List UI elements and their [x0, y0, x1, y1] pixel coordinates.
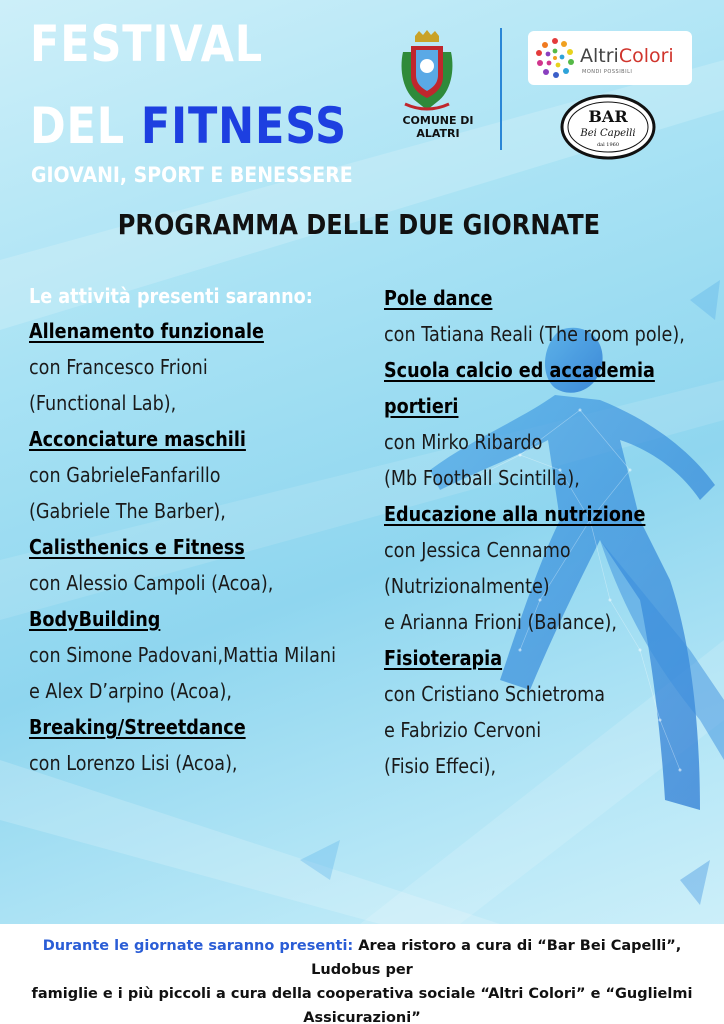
- activity-title: Scuola calcio ed accademia: [384, 358, 655, 382]
- title-line1: FESTIVAL: [30, 15, 263, 73]
- footer-text: [20, 934, 704, 1024]
- activity-item: [384, 280, 724, 352]
- activity-title: BodyBuilding: [29, 607, 161, 631]
- activity-detail: con Francesco Frioni: [29, 355, 208, 379]
- footer-text-2: famiglie e i più piccoli a cura della cooperativa sociale “Altri Colori” e “Guglielmi Assicurazioni”: [31, 986, 693, 1024]
- activity-title: Acconciature maschili: [29, 427, 246, 451]
- activity-detail: con GabrieleFanfarillo: [29, 463, 221, 487]
- title-accent: FITNESS: [140, 97, 347, 155]
- bar-sub: Bei Capelli: [580, 128, 636, 139]
- altri-colori-logo: [528, 31, 692, 85]
- comune-crest-icon: [397, 30, 457, 112]
- activity-title: Calisthenics e Fitness: [29, 535, 245, 559]
- comune-label: COMUNE DI ALATRI: [402, 114, 474, 140]
- altri-part1: Altri: [580, 45, 619, 67]
- activity-title: Fisioterapia: [384, 646, 503, 670]
- title-prefix: DEL: [30, 97, 141, 155]
- altri-colori-logo-icon: [532, 35, 578, 81]
- activity-item: [29, 709, 389, 781]
- title-line2: [30, 97, 347, 155]
- activity-detail: con Jessica Cennamo: [384, 538, 571, 562]
- activity-detail: (Fisio Effeci),: [384, 754, 497, 778]
- activity-item: [29, 421, 389, 529]
- activity-detail: e Fabrizio Cervoni: [384, 718, 542, 742]
- activity-detail: con Simone Padovani,Mattia Milani: [29, 643, 336, 667]
- activity-item: [29, 529, 389, 601]
- logo-divider: [500, 28, 502, 150]
- activity-title-cont: portieri: [384, 394, 459, 418]
- altri-colori-tagline: MONDI POSSIBILI: [582, 69, 633, 75]
- activity-detail: con Cristiano Schietroma: [384, 682, 606, 706]
- activity-title: Educazione alla nutrizione: [384, 502, 646, 526]
- activity-detail: (Gabriele The Barber),: [29, 499, 226, 523]
- activity-item: [29, 313, 389, 421]
- altri-colori-name: [580, 45, 674, 67]
- activity-detail: e Arianna Frioni (Balance),: [384, 610, 617, 634]
- logo-area: [382, 28, 712, 168]
- activity-detail: (Mb Football Scintilla),: [384, 466, 580, 490]
- activity-detail: con Lorenzo Lisi (Acoa),: [29, 751, 238, 775]
- altri-part2: Colori: [618, 45, 674, 67]
- activity-item: [29, 601, 389, 709]
- activity-detail: con Tatiana Reali (The room pole),: [384, 322, 685, 346]
- activities-intro: Le attività presenti saranno:: [29, 284, 313, 308]
- footer-highlight: Durante le giornate saranno presenti:: [42, 938, 354, 954]
- bar-since: dal 1960: [596, 142, 620, 148]
- activity-item: [384, 352, 724, 496]
- bar-name: BAR: [588, 107, 628, 126]
- footer-band: [0, 924, 724, 1024]
- footer-text-1: Area ristoro a cura di “Bar Bei Capelli”, Ludobus per: [311, 938, 682, 978]
- activity-item: [384, 640, 724, 784]
- activity-detail: con Alessio Campoli (Acoa),: [29, 571, 274, 595]
- right-column: [384, 280, 724, 784]
- activity-detail: (Functional Lab),: [29, 391, 177, 415]
- subtitle: GIOVANI, SPORT E BENESSERE: [31, 163, 353, 187]
- activity-item: [384, 496, 724, 640]
- program-heading: PROGRAMMA DELLE DUE GIORNATE: [117, 208, 601, 241]
- left-column: [29, 280, 389, 781]
- activity-detail: con Mirko Ribardo: [384, 430, 543, 454]
- bar-bei-capelli-logo-icon: [560, 94, 656, 160]
- activity-title: Pole dance: [384, 286, 493, 310]
- activity-title: Allenamento funzionale: [29, 319, 264, 343]
- activity-detail: e Alex D’arpino (Acoa),: [29, 679, 232, 703]
- activity-title: Breaking/Streetdance: [29, 715, 246, 739]
- activity-detail: (Nutrizionalmente): [384, 574, 550, 598]
